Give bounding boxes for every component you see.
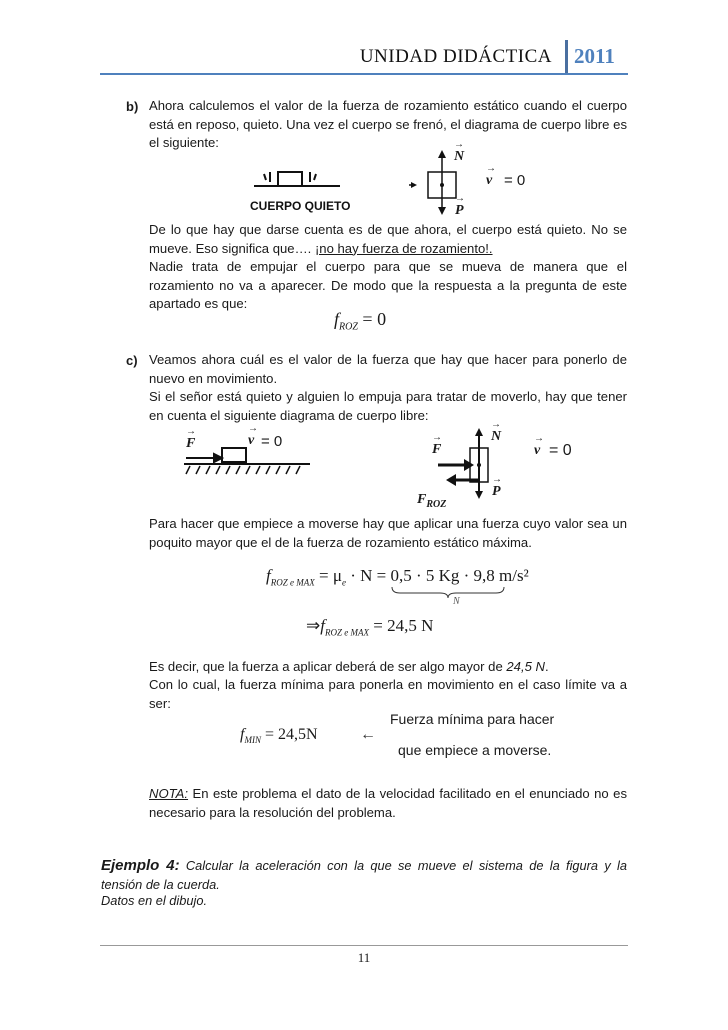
section-b-intro: Ahora calculemos el valor de la fuerza de rozamiento estático cuando el cuerpo está en reposo, quieto. Una vez el cuerpo se frenó, el diagrama de cuerpo libre es el siguiente:: [149, 98, 627, 150]
fbd-b-velocity-value: = 0: [504, 172, 526, 189]
section-b-paragraph-1: De lo que hay que darse cuenta es de que ahora, el cuerpo está quieto. No se mueve. Eso significa que…. ¡no hay fuerza de rozamiento!.: [149, 222, 627, 256]
header-title: UNIDAD DIDÁCTICA: [359, 46, 552, 67]
sketch-velocity-label: v →: [248, 423, 258, 448]
section-b-label: b): [126, 99, 139, 114]
section-c-paragraph-4: Es decir, que la fuerza a aplicar deberá de ser algo mayor de 24,5 N.: [149, 659, 549, 674]
resting-body-sketch: [240, 160, 360, 220]
brace-label: N: [453, 596, 460, 607]
vector-arrow: →: [186, 426, 196, 437]
handwritten-note-line-1: Fuerza mínima para hacer: [390, 711, 555, 727]
fbd-b-velocity-label: v →: [486, 163, 496, 188]
vector-arrow: →: [455, 193, 465, 204]
footer-rule: [100, 945, 628, 946]
max-static-friction-result: $\Rightarrow f_{ROZ e MAX} = 24,5$ N: [306, 616, 434, 638]
vector-arrow: →: [486, 163, 496, 174]
resting-body-caption: CUERPO QUIETO: [250, 199, 351, 213]
fbd-c-weight-label: P →: [492, 474, 502, 499]
result-froz-equation: $f_{ROZ} = 0$: [334, 309, 387, 333]
fbd-c-normal-label: N →: [491, 419, 502, 444]
vector-arrow: →: [491, 419, 501, 430]
no-friction-emphasis: ¡no hay fuerza de rozamiento!.: [314, 240, 493, 256]
example-4-data-note: Datos en el dibujo.: [101, 893, 207, 908]
section-c-paragraph-2: Si el señor está quieto y alguien lo empuja para tratar de moverlo, hay que tener en cuenta el siguiente diagrama de cuerpo libre:: [149, 389, 627, 423]
fbd-c-velocity-value: = 0: [549, 442, 572, 459]
sketch-velocity-value: = 0: [261, 433, 283, 450]
section-c-paragraph-5: Con lo cual, la fuerza mínima para ponerla en movimiento en el caso límite va a ser:: [149, 677, 627, 711]
fbd-b-weight-label: P →: [455, 193, 465, 218]
vector-arrow: →: [454, 139, 464, 150]
minimum-force-arrow: ←: [360, 726, 376, 743]
page-number: 11: [357, 950, 371, 965]
handwritten-note-line-2: que empiece a moverse.: [398, 742, 552, 758]
header-rule: [100, 73, 628, 75]
note-label: NOTA:: [149, 786, 189, 801]
section-c-paragraph-1: Veamos ahora cuál es el valor de la fuerza que hay que hacer para ponerlo de nuevo en movimiento.: [149, 352, 627, 386]
vector-arrow: →: [492, 474, 502, 485]
example-4-statement: Ejemplo 4: Calcular la aceleración con la que se mueve el sistema de la figura y la tensión de la cuerda.: [101, 857, 627, 892]
normal-force-brace: [388, 585, 508, 599]
vector-arrow: →: [248, 423, 258, 434]
fbd-c-friction-label: $F_{ROZ}$: [417, 492, 447, 510]
fbd-c-velocity-label: v →: [534, 433, 544, 458]
fbd-c-force-label: F →: [432, 432, 442, 457]
header-divider: [565, 40, 568, 74]
header-year: 2011: [574, 44, 615, 68]
minimum-force-equation: $f_{MIN} = 24,5N$: [240, 726, 318, 746]
note-paragraph: NOTA: En este problema el dato de la velocidad facilitado en el enunciado no es necesario para la resolución del problema.: [149, 786, 627, 820]
section-c-paragraph-3: Para hacer que empiece a moverse hay que aplicar una fuerza cuyo valor sea un poquito mayor que el de la fuerza de rozamiento estático máxima.: [149, 516, 627, 550]
section-b-paragraph-2: Nadie trata de empujar el cuerpo para que se mueva de manera que el rozamiento no va a aparecer. De modo que la respuesta a la pregunta de este apartado es que:: [149, 259, 627, 311]
section-c-label: c): [126, 353, 138, 368]
max-static-friction-equation: $f_{ROZ e MAX} = \mu_e \cdot N = 0,5 \cdot 5$ Kg · 9,8 m/s²: [266, 566, 529, 588]
vector-arrow: →: [534, 433, 544, 444]
fbd-b-normal-label: N →: [454, 139, 465, 164]
example-4-title: Ejemplo 4:: [101, 857, 180, 874]
sketch-force-label: F →: [186, 426, 196, 451]
vector-arrow: →: [432, 432, 442, 443]
